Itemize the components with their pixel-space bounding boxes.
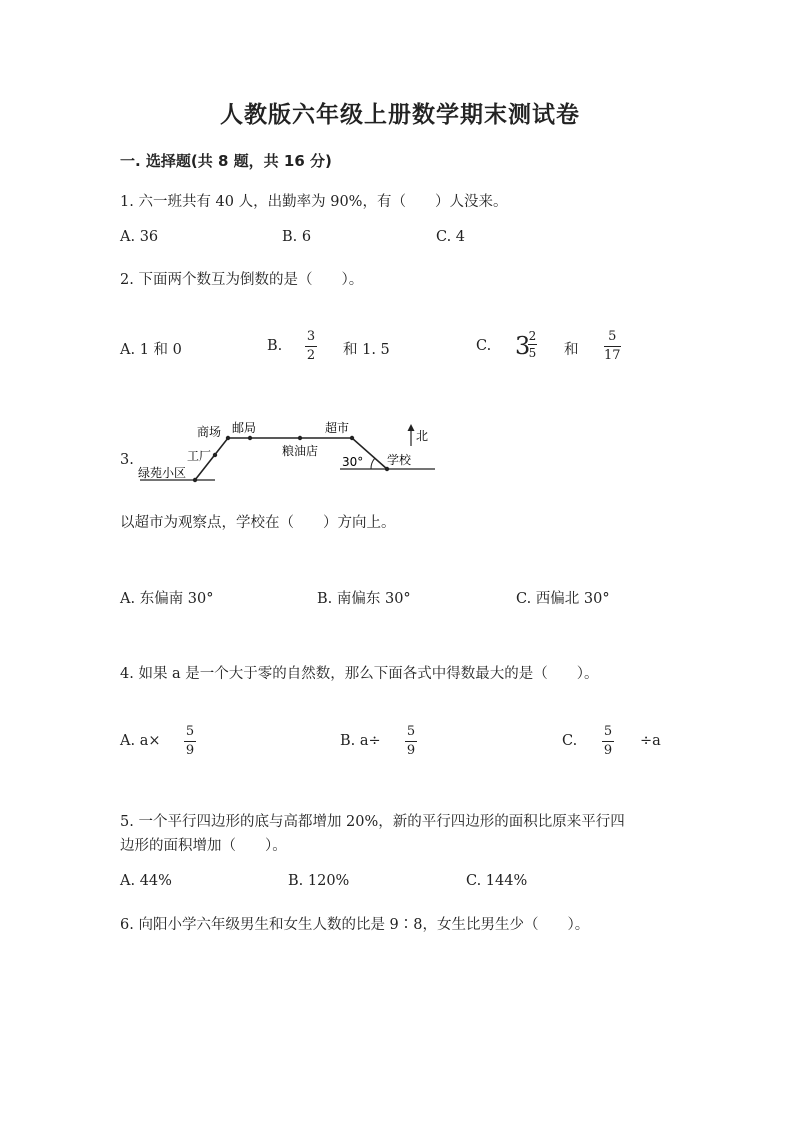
map-label-community: 绿苑小区 (138, 466, 187, 480)
question-3-option-a: A. 东偏南 30° (120, 591, 214, 607)
question-5-text-line-2: 边形的面积增加（ ）。 (120, 838, 287, 854)
question-4-option-a-fraction (184, 725, 196, 758)
question-6-text: 6. 向阳小学六年级男生和女生人数的比是 9∶8，女生比男生少（ ）。 (120, 917, 590, 933)
question-1-option-b: B. 6 (282, 229, 312, 245)
question-2-option-c-and: 和 (564, 342, 579, 358)
question-4-option-c-label: C. (562, 733, 578, 749)
question-4-option-b-fraction (405, 725, 417, 758)
fraction-denominator: 9 (603, 743, 613, 758)
question-4-text: 4. 如果 a 是一个大于零的自然数，那么下面各式中得数最大的是（ ）。 (120, 666, 599, 682)
map-label-factory: 工厂 (187, 449, 212, 463)
map-angle-arc (371, 458, 375, 469)
fraction-numerator: 5 (603, 724, 613, 739)
question-5-option-c: C. 144% (466, 873, 528, 889)
question-1-option-a: A. 36 (120, 229, 159, 245)
fraction-bar (305, 346, 317, 347)
map-point-school (385, 467, 389, 471)
question-1-option-c: C. 4 (436, 229, 466, 245)
question-2-option-b-and: 和 1. 5 (343, 342, 390, 358)
question-5-text-line-1: 5. 一个平行四边形的底与高都增加 20%，新的平行四边形的面积比原来平行四 (120, 814, 625, 830)
map-point-mall (226, 436, 230, 440)
fraction-numerator: 5 (406, 724, 416, 739)
map-label-post: 邮局 (232, 421, 257, 435)
fraction-bar (184, 741, 196, 742)
map-point-grain (298, 436, 302, 440)
route-map-diagram (135, 418, 445, 488)
question-1-text: 1. 六一班共有 40 人，出勤率为 90%，有（ ）人没来。 (120, 194, 508, 210)
fraction-bar (528, 344, 537, 345)
map-label-mall: 商场 (197, 425, 222, 439)
question-3-option-c: C. 西偏北 30° (516, 591, 610, 607)
fraction-denominator: 9 (406, 743, 416, 758)
question-5-option-a: A. 44% (120, 873, 172, 889)
fraction-denominator: 5 (528, 346, 537, 360)
fraction-numerator: 2 (528, 329, 537, 343)
fraction-bar (602, 741, 614, 742)
question-2-option-b-label: B. (267, 338, 283, 354)
map-point-market (350, 436, 354, 440)
fraction-denominator: 17 (604, 348, 621, 363)
fraction-numerator: 5 (608, 329, 617, 344)
question-2-option-c-label: C. (476, 338, 492, 354)
map-point-community (193, 478, 197, 482)
map-label-school: 学校 (387, 453, 412, 467)
question-2-text: 2. 下面两个数互为倒数的是（ ）。 (120, 272, 364, 288)
question-4-option-b-label: B. a÷ (340, 733, 381, 749)
question-4-option-c-tail: ÷a (640, 733, 661, 749)
question-3-text: 以超市为观察点，学校在（ ）方向上。 (120, 515, 396, 531)
fraction-denominator: 2 (306, 348, 316, 363)
fraction-bar (604, 346, 621, 347)
question-2-option-c-whole: 3 (515, 332, 531, 360)
fraction-numerator: 5 (185, 724, 195, 739)
question-2-option-b-fraction (305, 330, 317, 363)
question-4-option-c-fraction (602, 725, 614, 758)
map-label-grain: 粮油店 (282, 444, 319, 458)
fraction-numerator: 3 (306, 329, 316, 344)
map-point-factory (213, 453, 217, 457)
question-2-option-c-fraction (528, 330, 537, 359)
map-label-north: 北 (416, 429, 429, 443)
section-heading: 一. 选择题(共 8 题，共 16 分) (120, 152, 332, 170)
question-4-option-a-label: A. a× (120, 733, 161, 749)
page-title: 人教版六年级上册数学期末测试卷 (220, 101, 580, 128)
map-point-post (248, 436, 252, 440)
fraction-denominator: 9 (185, 743, 195, 758)
map-label-market: 超市 (325, 421, 350, 435)
question-3-number: 3. (120, 452, 134, 468)
question-2-option-c-fraction-2 (604, 330, 621, 363)
question-2-option-a: A. 1 和 0 (120, 342, 182, 358)
fraction-bar (405, 741, 417, 742)
question-3-option-b: B. 南偏东 30° (317, 591, 411, 607)
map-label-angle: 30° (342, 455, 364, 469)
question-5-option-b: B. 120% (288, 873, 350, 889)
north-arrowhead-icon (408, 424, 415, 431)
